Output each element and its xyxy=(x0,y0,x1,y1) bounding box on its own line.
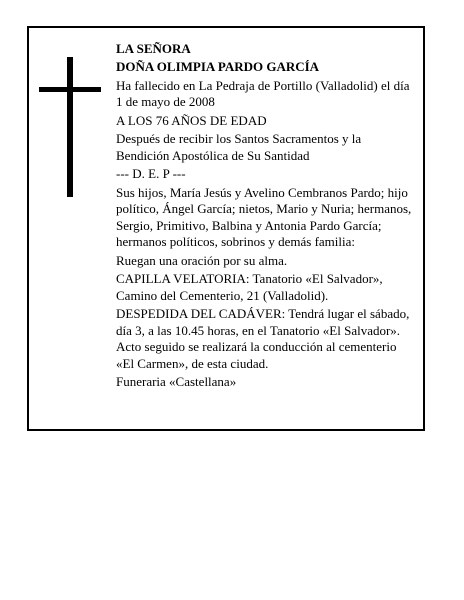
farewell: DESPEDIDA DEL CADÁVER: Tendrá lugar el sábado, día 3, a las 10.45 horas, en el Tanatorio «El Salvador». Acto seguido se realizará la conducción al cementerio «El Carmen», de esta ciudad. xyxy=(116,306,410,371)
obituary-notice xyxy=(27,26,425,431)
age: A LOS 76 AÑOS DE EDAD xyxy=(116,112,267,128)
sacraments: Después de recibir los Santos Sacramentos y la Bendición Apostólica de Su Santidad xyxy=(116,131,362,163)
chapel: CAPILLA VELATORIA: Tanatorio «El Salvador», Camino del Cementerio, 21 (Valladolid). xyxy=(116,271,383,303)
prayer: Ruegan una oración por su alma. xyxy=(116,252,288,268)
death-info: Ha fallecido en La Pedraja de Portillo (Valladolid) el día 1 de mayo de 2008 xyxy=(116,77,410,110)
family: Sus hijos, María Jesús y Avelino Cembranos Pardo; hijo político, Ángel García; nietos, Mario y Nuria; hermanos, Sergio, Primitivo, Balbina y Antonia Pardo García; hermanos políticos, sobrinos y demás familia: xyxy=(116,184,412,250)
rip: --- D. E. P --- xyxy=(116,166,186,182)
funeral-home: Funeraria «Castellana» xyxy=(116,374,237,390)
obituary-text xyxy=(116,41,416,393)
cross-icon-vertical-bar xyxy=(67,57,73,197)
deceased-name: DOÑA OLIMPIA PARDO GARCÍA xyxy=(116,59,320,75)
cross-icon-horizontal-bar xyxy=(39,87,101,92)
title: LA SEÑORA xyxy=(116,41,191,56)
